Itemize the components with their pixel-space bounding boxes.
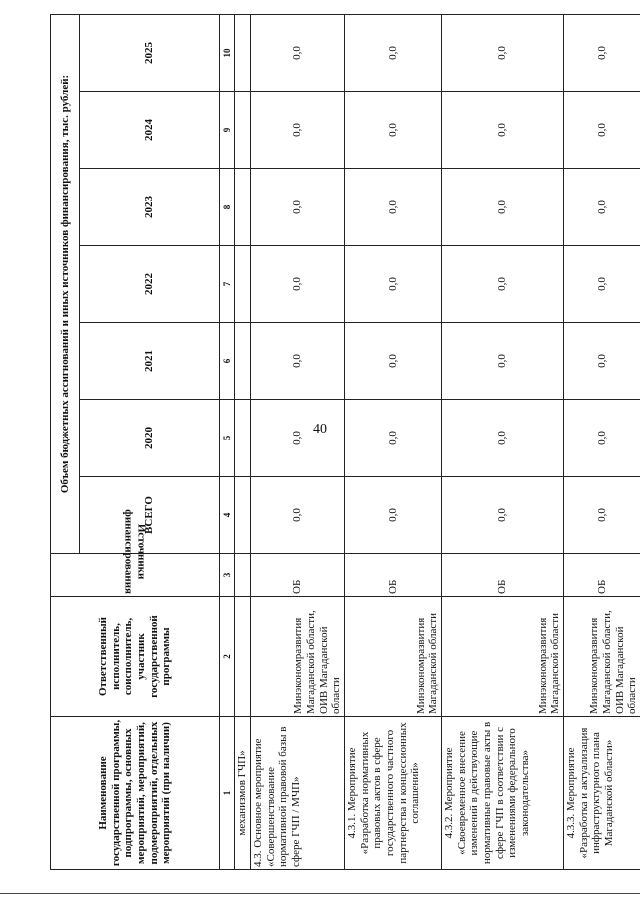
column-number: 8: [220, 169, 235, 246]
row-value-2025: 0,0: [251, 14, 345, 91]
row-total: 0,0: [345, 477, 442, 554]
header-funding: Объем бюджетных ассигнований и иных источников финансирования, тыс. рублей:: [51, 14, 80, 553]
continuation-row: [235, 14, 251, 869]
row-total: 0,0: [442, 477, 564, 554]
column-number: 1: [220, 717, 235, 870]
row-value-2025: 0,0: [564, 14, 640, 91]
row-total: 0,0: [564, 477, 640, 554]
row-responsible: Минэкономразвития Магаданской области: [442, 597, 564, 717]
row-responsible: Минэкономразвития Магаданской области: [345, 597, 442, 717]
header-year-2025: 2025: [80, 14, 220, 91]
continuation-name: механизмов ГЧП»: [235, 717, 251, 870]
row-value-2024: 0,0: [345, 92, 442, 169]
budget-table: [50, 14, 640, 870]
row-value-2022: 0,0: [442, 246, 564, 323]
header-source-label: Источники финансирования: [123, 509, 148, 594]
column-number: 9: [220, 92, 235, 169]
row-value-2023: 0,0: [345, 169, 442, 246]
row-value-2024: 0,0: [442, 92, 564, 169]
row-value-2024: 0,0: [251, 92, 345, 169]
header-year-2024: 2024: [80, 92, 220, 169]
column-number-row: [220, 14, 235, 869]
row-name: 4.3.3. Мероприятие «Разработка и актуализация инфраструктурного плана Магаданской области»: [564, 717, 640, 870]
row-source: ОБ: [251, 554, 345, 597]
table-row: [564, 14, 640, 869]
row-name: 4.3.2. Мероприятие «Своевременное внесение изменений в действующие нормативные правовые акты в сфере ГЧП в соответствии с изменениями федерального законодательства»: [442, 717, 564, 870]
row-value-2023: 0,0: [251, 169, 345, 246]
table-row: [251, 14, 345, 869]
column-number: 5: [220, 400, 235, 477]
column-number: 10: [220, 14, 235, 91]
row-value-2020: 0,0: [564, 400, 640, 477]
row-total: 0,0: [251, 477, 345, 554]
row-source: ОБ: [345, 554, 442, 597]
row-value-2021: 0,0: [442, 323, 564, 400]
row-value-2022: 0,0: [345, 246, 442, 323]
row-value-2024: 0,0: [564, 92, 640, 169]
header-total: ВСЕГО: [80, 477, 220, 554]
row-value-2020: 0,0: [251, 400, 345, 477]
row-source: ОБ: [564, 554, 640, 597]
column-number: 7: [220, 246, 235, 323]
row-value-2020: 0,0: [442, 400, 564, 477]
row-value-2021: 0,0: [345, 323, 442, 400]
row-name: 4.3.1. Мероприятие «Разработка нормативных правовых актов в сфере государственного частного партнерства и концессионных соглашений»: [345, 717, 442, 870]
row-value-2022: 0,0: [251, 246, 345, 323]
header-responsible: Ответственный исполнитель, соисполнитель, участник государственной программы: [51, 597, 220, 717]
row-value-2023: 0,0: [442, 169, 564, 246]
row-value-2021: 0,0: [251, 323, 345, 400]
row-value-2021: 0,0: [564, 323, 640, 400]
page-number: 40: [313, 422, 327, 437]
row-source: ОБ: [442, 554, 564, 597]
row-name: 4.3. Основное мероприятие «Совершенствование нормативной правовой базы в сфере ГЧП / МЧП»: [251, 717, 345, 870]
table-row: [345, 14, 442, 869]
bottom-rule: [0, 893, 640, 894]
row-responsible: Минэкономразвития Магаданской области, ОИВ Магаданской области: [251, 597, 345, 717]
rotated-page: [50, 15, 639, 870]
header-year-2020: 2020: [80, 400, 220, 477]
row-value-2020: 0,0: [345, 400, 442, 477]
row-value-2022: 0,0: [564, 246, 640, 323]
row-responsible: Минэкономразвития Магаданской области, ОИВ Магаданской области: [564, 597, 640, 717]
column-number: 6: [220, 323, 235, 400]
row-value-2025: 0,0: [345, 14, 442, 91]
column-number: 4: [220, 477, 235, 554]
header-year-2021: 2021: [80, 323, 220, 400]
header-name: Наименование государственной программы, подпрограммы, основных мероприятий, мероприятий, подмероприятий, отдельных мероприятий (при наличии): [51, 717, 220, 870]
header-year-2023: 2023: [80, 169, 220, 246]
column-number: 2: [220, 597, 235, 717]
header-year-2022: 2022: [80, 246, 220, 323]
table-row: [442, 14, 564, 869]
column-number: 3: [220, 554, 235, 597]
row-value-2025: 0,0: [442, 14, 564, 91]
row-value-2023: 0,0: [564, 169, 640, 246]
